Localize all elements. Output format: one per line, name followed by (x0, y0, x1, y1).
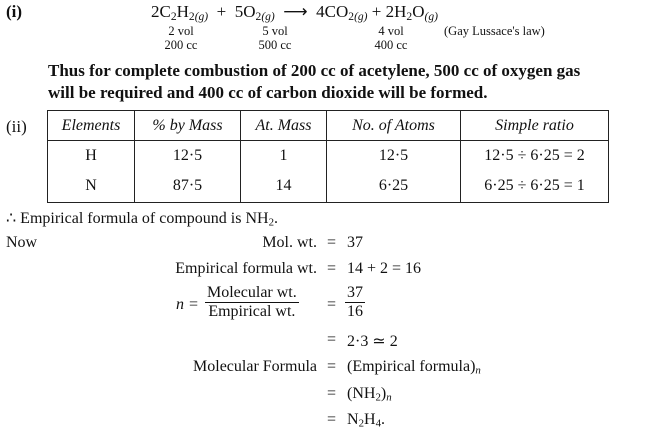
table-cell: 1 (241, 141, 327, 171)
co2-volume: 4 vol 400 cc (374, 24, 408, 52)
n-value-fraction (345, 284, 365, 321)
reactant-acetylene: $2C_2H_{2(g)}$ (151, 2, 209, 23)
table-header-row (48, 111, 609, 141)
table-cell: 14 (241, 171, 327, 203)
equals-sign: = (327, 331, 337, 348)
nh2-n-expression: $(NH_2)_n$ (347, 385, 392, 404)
equals-sign: = (327, 385, 337, 402)
equals-sign: = (327, 260, 337, 277)
plus-sign: + (216, 2, 227, 21)
table-cell: 12·5 ÷ 6·25 = 2 (461, 141, 609, 171)
header-no-of-atoms: No. of Atoms (327, 111, 461, 141)
molecular-formula-label: Molecular Formula (193, 358, 317, 375)
product-co2: $4CO_{2(g)}$ (316, 2, 368, 23)
table-cell: N (48, 171, 135, 203)
table-cell: H (48, 141, 135, 171)
empirical-formula-statement: ∴ Empirical formula of compound is $NH_2$. (6, 210, 279, 229)
reactant-oxygen: $5O_{2(g)}$ (234, 2, 275, 23)
composition-table (47, 110, 609, 203)
header-simple-ratio: Simple ratio (461, 111, 609, 141)
table-cell: 6·25 ÷ 6·25 = 1 (461, 171, 609, 203)
empirical-wt-value: 14 + 2 = 16 (347, 260, 422, 277)
fraction-numerator: 37 (347, 284, 363, 301)
equals-sign: = (327, 296, 337, 313)
n-ratio-fraction (205, 284, 299, 321)
table-cell: 87·5 (135, 171, 241, 203)
header-elements: Elements (48, 111, 135, 141)
part-ii-marker: (ii) (6, 117, 27, 136)
header-percent-mass: % by Mass (135, 111, 241, 141)
table-cell: 12·5 (135, 141, 241, 171)
reaction-arrow: ⟶ (283, 2, 308, 22)
now-label: Now (6, 234, 38, 251)
reaction-equation (151, 2, 438, 22)
fraction-numerator: Molecular wt. (207, 284, 297, 301)
conclusion-line-1: Thus for complete combustion of 200 cc of acetylene, 500 cc of oxygen gas (48, 61, 581, 80)
part-i-marker: (i) (6, 2, 23, 21)
table-row (48, 171, 609, 203)
table-row (48, 141, 609, 171)
acetylene-volume: 2 vol 200 cc (164, 24, 198, 52)
mol-wt-label: Mol. wt. (262, 234, 317, 251)
header-atomic-mass: At. Mass (241, 111, 327, 141)
oxygen-volume: 5 vol 500 cc (258, 24, 292, 52)
plus-sign-2: + (371, 2, 382, 21)
equals-sign: = (327, 411, 337, 428)
n-label: n = (176, 296, 199, 313)
product-water: $2H_2O_{(g)}$ (385, 2, 438, 23)
gay-lussac-law-note: (Gay Lussace's law) (444, 24, 545, 38)
equals-sign: = (327, 358, 337, 375)
mol-wt-value: 37 (347, 234, 363, 251)
final-molecular-formula: $N_2H_4$. (347, 411, 385, 430)
fraction-denominator: Empirical wt. (208, 303, 296, 320)
table-cell: 6·25 (327, 171, 461, 203)
table-cell: 12·5 (327, 141, 461, 171)
conclusion-line-2: will be required and 400 cc of carbon dioxide will be formed. (48, 83, 488, 102)
equals-sign: = (327, 234, 337, 251)
empirical-wt-label: Empirical formula wt. (175, 260, 317, 277)
n-approx-value: 2·3 ≃ 2 (347, 333, 398, 350)
molecular-formula-expression: (Empirical $formula)_n$ (347, 358, 481, 377)
fraction-denominator: 16 (347, 303, 363, 320)
